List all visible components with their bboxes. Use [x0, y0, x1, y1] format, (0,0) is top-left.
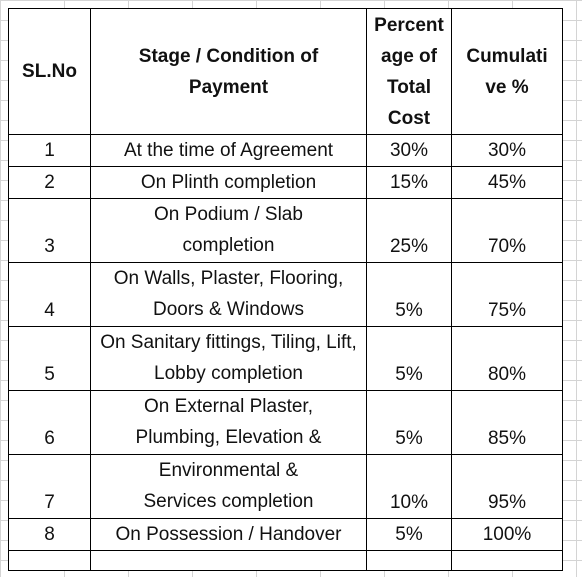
cell-stage: At the time of Agreement — [91, 135, 367, 167]
cell-sl: 6 — [9, 391, 91, 455]
empty-row — [9, 551, 563, 571]
cell-stage: On Walls, Plaster, Flooring, Doors & Windows — [91, 263, 367, 327]
cell-sl: 3 — [9, 199, 91, 263]
table-row — [9, 199, 563, 263]
cell-sl: 7 — [9, 455, 91, 519]
cell-sl: 8 — [9, 519, 91, 551]
empty-cell — [367, 551, 452, 571]
cell-stage: On Podium / Slab completion — [91, 199, 367, 263]
cell-percent: 5% — [367, 327, 452, 391]
cell-percent: 15% — [367, 167, 452, 199]
cell-cumulative: 95% — [452, 455, 563, 519]
header-sl-no: SL.No — [9, 9, 91, 135]
payment-schedule-table — [8, 8, 563, 571]
empty-cell — [9, 551, 91, 571]
cell-percent: 30% — [367, 135, 452, 167]
header-percentage: Percent age of Total Cost — [367, 9, 452, 135]
cell-stage: Environmental & Services completion — [91, 455, 367, 519]
cell-sl: 4 — [9, 263, 91, 327]
cell-stage: On External Plaster, Plumbing, Elevation & — [91, 391, 367, 455]
table-row — [9, 167, 563, 199]
cell-cumulative: 80% — [452, 327, 563, 391]
cell-sl: 2 — [9, 167, 91, 199]
table-row — [9, 135, 563, 167]
header-stage: Stage / Condition of Payment — [91, 9, 367, 135]
cell-sl: 5 — [9, 327, 91, 391]
cell-cumulative: 85% — [452, 391, 563, 455]
table-row — [9, 327, 563, 391]
cell-cumulative: 75% — [452, 263, 563, 327]
header-row — [9, 9, 563, 135]
cell-percent: 5% — [367, 519, 452, 551]
cell-stage: On Possession / Handover — [91, 519, 367, 551]
table-row — [9, 263, 563, 327]
header-cumulative: Cumulati ve % — [452, 9, 563, 135]
cell-cumulative: 30% — [452, 135, 563, 167]
cell-stage: On Sanitary fittings, Tiling, Lift, Lobby completion — [91, 327, 367, 391]
empty-cell — [91, 551, 367, 571]
cell-sl: 1 — [9, 135, 91, 167]
cell-cumulative: 100% — [452, 519, 563, 551]
table-row — [9, 519, 563, 551]
table-row — [9, 391, 563, 455]
empty-cell — [452, 551, 563, 571]
cell-cumulative: 45% — [452, 167, 563, 199]
cell-percent: 25% — [367, 199, 452, 263]
cell-cumulative: 70% — [452, 199, 563, 263]
table-row — [9, 455, 563, 519]
cell-stage: On Plinth completion — [91, 167, 367, 199]
cell-percent: 10% — [367, 455, 452, 519]
cell-percent: 5% — [367, 391, 452, 455]
cell-percent: 5% — [367, 263, 452, 327]
